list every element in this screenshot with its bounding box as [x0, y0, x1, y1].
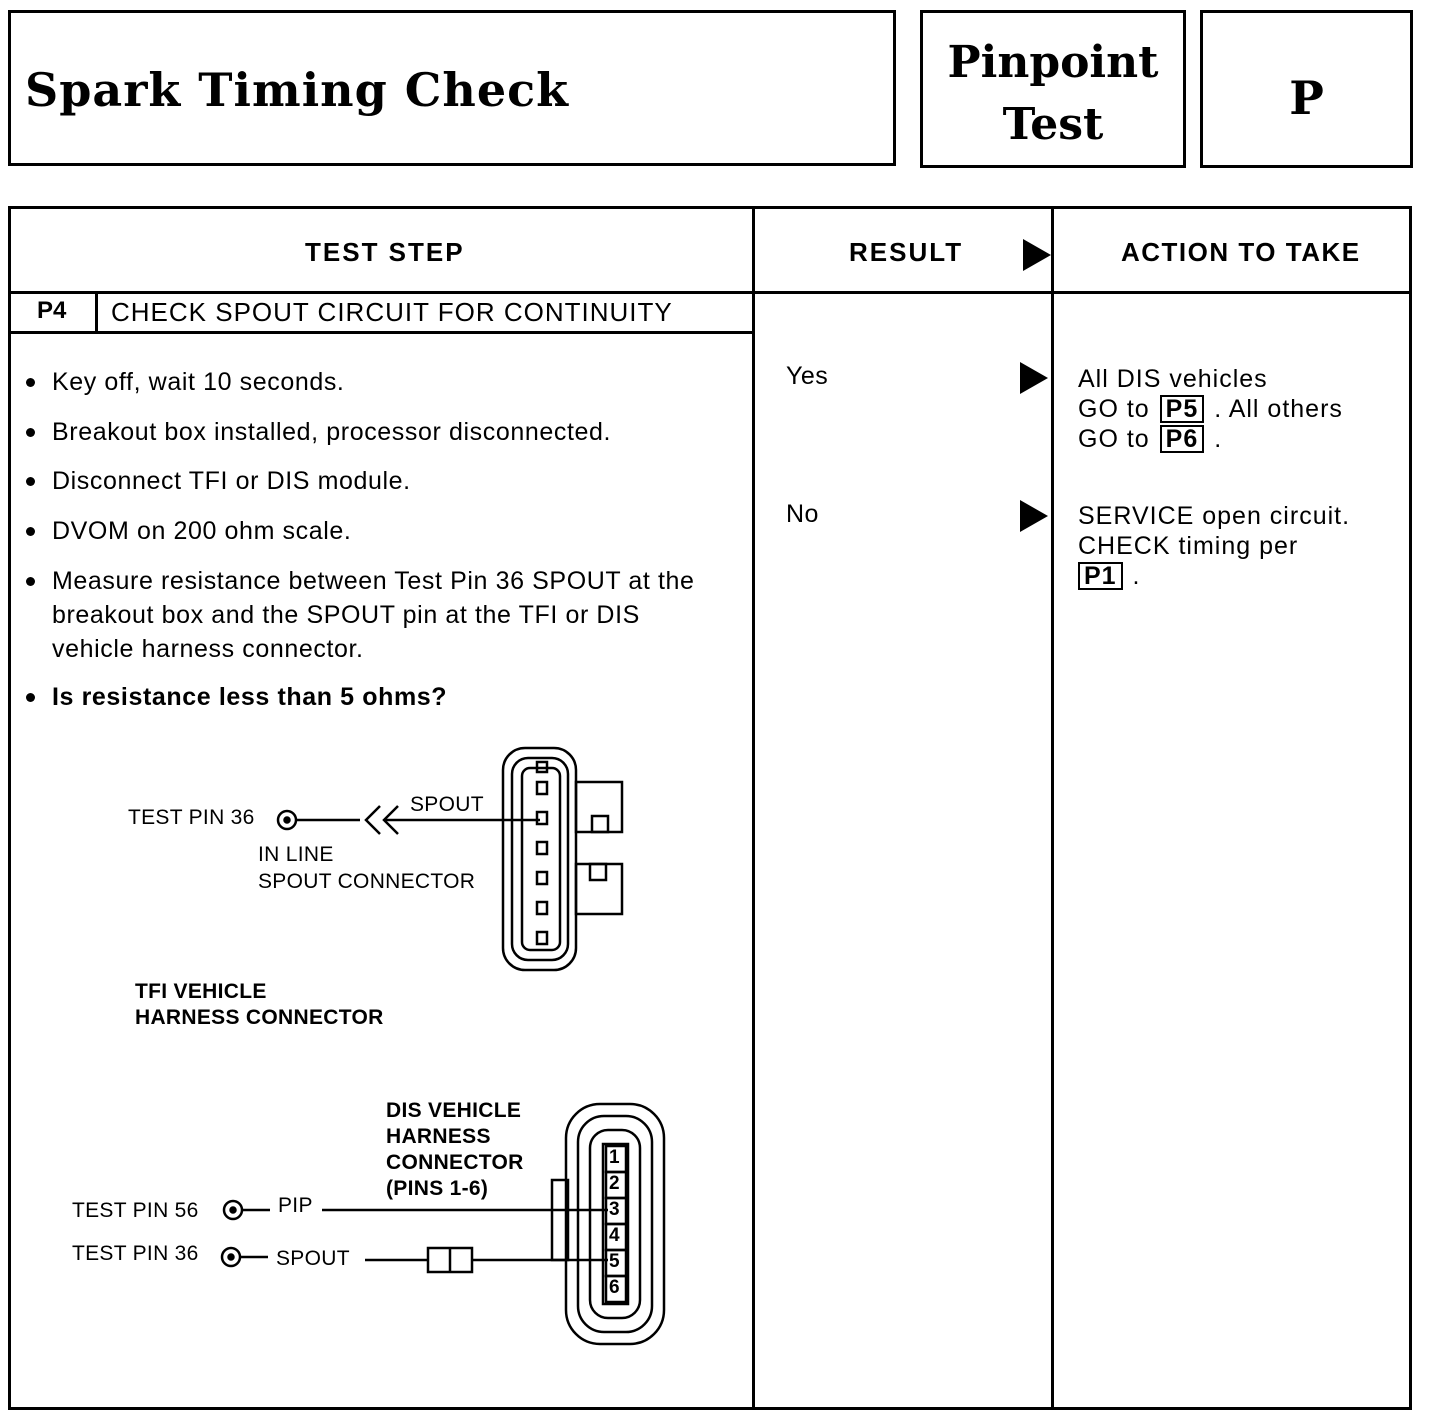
- action-yes-line1: All DIS vehicles: [1078, 365, 1268, 393]
- step-id: P4: [37, 297, 67, 324]
- ref-p5[interactable]: P5: [1160, 395, 1205, 423]
- test-step-header: TEST STEP: [305, 237, 465, 267]
- spout-dis-label: SPOUT: [276, 1247, 350, 1270]
- test-letter: P: [1289, 71, 1324, 125]
- page-title: Spark Timing Check: [25, 63, 569, 117]
- test-label: Test: [1002, 99, 1104, 150]
- action-no-line2: CHECK timing per: [1078, 532, 1299, 560]
- tfi-wire: [278, 806, 540, 834]
- dis-caption-1: DIS VEHICLE: [386, 1099, 522, 1122]
- test-pin-56-label: TEST PIN 56: [72, 1199, 199, 1222]
- list-item: DVOM on 200 ohm scale.: [20, 514, 700, 548]
- pip-label: PIP: [278, 1194, 313, 1217]
- pin-number: 6: [609, 1277, 620, 1298]
- pin-number: 4: [609, 1225, 620, 1246]
- inline-label-1: IN LINE: [258, 843, 334, 866]
- pin-number: 2: [609, 1173, 620, 1194]
- ref-p6[interactable]: P6: [1160, 425, 1205, 453]
- dis-caption-4: (PINS 1-6): [386, 1177, 489, 1200]
- test-pin-36-label: TEST PIN 36: [128, 806, 255, 829]
- spout-label: SPOUT: [410, 793, 484, 816]
- list-item: Disconnect TFI or DIS module.: [20, 464, 700, 498]
- pin-number: 3: [609, 1199, 620, 1220]
- action-header: ACTION TO TAKE: [1121, 237, 1361, 267]
- ref-p1[interactable]: P1: [1078, 562, 1123, 590]
- dis-caption-3: CONNECTOR: [386, 1151, 524, 1174]
- result-no: No: [786, 500, 819, 528]
- go-to-text: GO to: [1078, 425, 1150, 453]
- list-item: Measure resistance between Test Pin 36 SPOUT at the breakout box and the SPOUT pin at the TFI or DIS vehicle harness connector.: [20, 564, 700, 666]
- dis-connector-icon: [552, 1104, 664, 1344]
- go-to-text: GO to: [1078, 395, 1150, 423]
- test-pin-36-dis-label: TEST PIN 36: [72, 1242, 199, 1265]
- pin-number: 5: [609, 1251, 620, 1272]
- result-header: RESULT: [849, 237, 964, 267]
- period-text: .: [1214, 425, 1223, 453]
- list-item: Key off, wait 10 seconds.: [20, 365, 700, 399]
- pinpoint-label: Pinpoint: [947, 37, 1159, 88]
- action-no-line1: SERVICE open circuit.: [1078, 502, 1351, 530]
- tfi-caption-2: HARNESS CONNECTOR: [135, 1006, 384, 1029]
- inline-label-2: SPOUT CONNECTOR: [258, 870, 476, 893]
- tfi-connector-icon: [503, 748, 622, 970]
- list-item: Breakout box installed, processor disconnected.: [20, 415, 700, 449]
- list-item-question: Is resistance less than 5 ohms?: [20, 680, 700, 714]
- result-yes: Yes: [786, 362, 829, 390]
- dis-caption-2: HARNESS: [386, 1125, 491, 1148]
- period-text: .: [1132, 562, 1141, 590]
- step-title: CHECK SPOUT CIRCUIT FOR CONTINUITY: [111, 297, 673, 327]
- all-others-text: . All others: [1214, 395, 1343, 423]
- pin-number: 1: [609, 1147, 620, 1168]
- tfi-caption-1: TFI VEHICLE: [135, 980, 267, 1003]
